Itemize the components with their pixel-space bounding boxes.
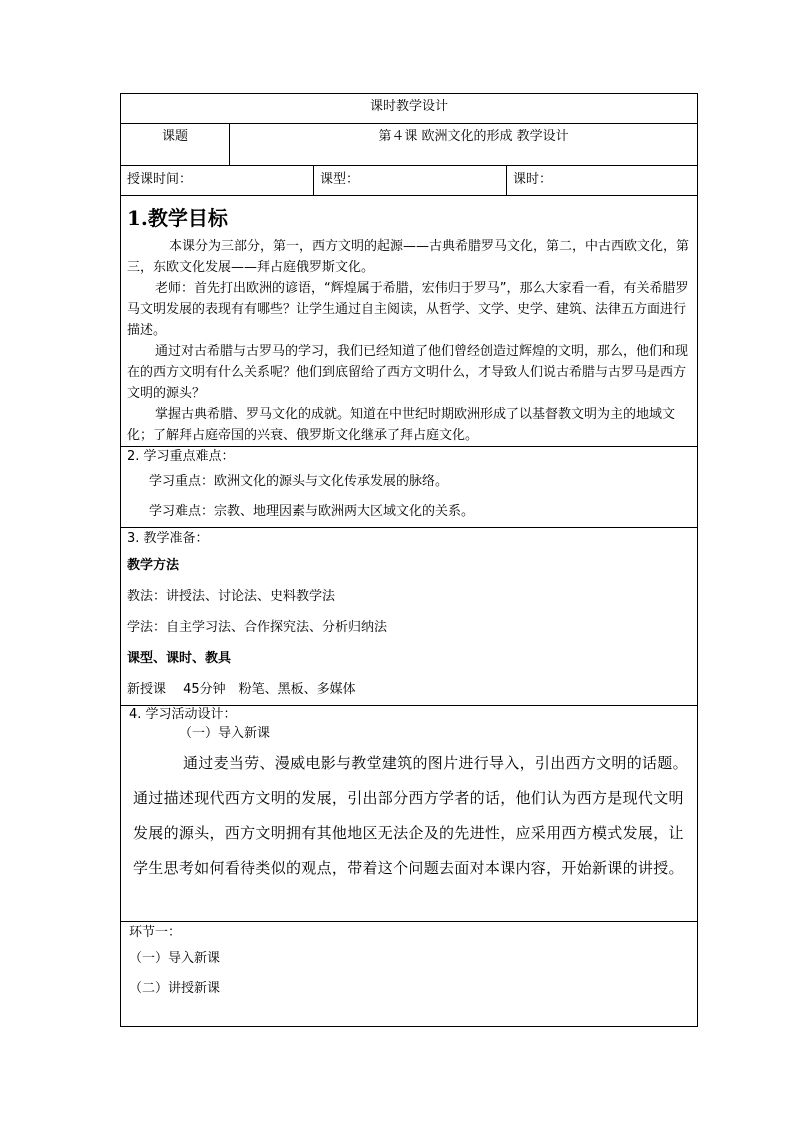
preparation-section [121,528,698,706]
lesson-type-label: 课型： [314,166,507,196]
learning-difficulty: 学习难点：宗教、地理因素与欧洲两大区域文化的关系。 [149,504,475,519]
stage-item: （二）讲授新课 [129,981,221,996]
objectives-paragraph: 老师：首先打出欧洲的谚语，“辉煌属于希腊，宏伟归于罗马”，那么大家看一看，有关希腊罗马文明发展的表现有有哪些？让学生通过自主阅读，从哲学、文学、史学、建筑、法律五方面进行描述。 [127,281,689,338]
objectives-paragraph: 通过对古希腊与古罗马的学习，我们已经知道了他们曾经创造过辉煌的文明，那么，他们和现在的西方文明有什么关系呢？他们到底留给了西方文明什么，才导致人们说古希腊与古罗马是西方文明的源头？ [127,344,689,401]
lesson-plan-table [120,93,698,1027]
stage-section [121,922,698,1027]
learning-method: 学法：自主学习法、合作探究法、分析归纳法 [127,620,388,635]
activities-paragraph: 通过麦当劳、漫威电影与教堂建筑的图片进行导入，引出西方文明的话题。通过描述现代西方文明的发展，引出部分西方学者的话，他们认为西方是现代文明发展的源头，西方文明拥有其他地区无法企及的先进性，应采用西方模式发展，让学生思考如何看待类似的观点，带着这个问题去面对本课内容，开始新课的讲授。 [133,754,688,877]
type-heading: 课型、课时、教具 [127,651,232,666]
teaching-method: 教法：讲授法、讨论法、史料教学法 [127,589,336,604]
topic-label: 课题 [121,124,230,166]
activities-section [121,706,698,922]
topic-value: 第４课 欧洲文化的形成 教学设计 [230,124,698,166]
table-title: 课时教学设计 [121,94,698,124]
objectives-heading: 1.教学目标 [127,206,228,230]
key-points-section [121,447,698,528]
preparation-heading: 3. 教学准备： [127,531,209,546]
activities-subheading: （一）导入新课 [179,726,271,741]
method-heading: 教学方法 [127,558,180,573]
activities-heading: 4. 学习活动设计： [129,707,237,722]
type-detail: 新授课 45分钟 粉笔、黑板、多媒体 [127,682,356,697]
objectives-section [121,196,698,447]
key-points-heading: 2. 学习重点难点： [127,449,235,464]
stage-heading: 环节一： [129,925,182,940]
learning-focus: 学习重点：欧洲文化的源头与文化传承发展的脉络。 [149,474,449,489]
teaching-time-label: 授课时间： [121,166,314,196]
stage-item: （一）导入新课 [129,951,221,966]
objectives-paragraph: 本课分为三部分，第一，西方文明的起源——古典希腊罗马文化，第二，中古西欧文化，第三，东欧文化发展——拜占庭俄罗斯文化。 [127,239,690,275]
lesson-hours-label: 课时： [507,166,698,196]
objectives-paragraph: 掌握古典希腊、罗马文化的成就。知道在中世纪时期欧洲形成了以基督教文明为主的地域文化；了解拜占庭帝国的兴衰、俄罗斯文化继承了拜占庭文化。 [127,407,676,443]
